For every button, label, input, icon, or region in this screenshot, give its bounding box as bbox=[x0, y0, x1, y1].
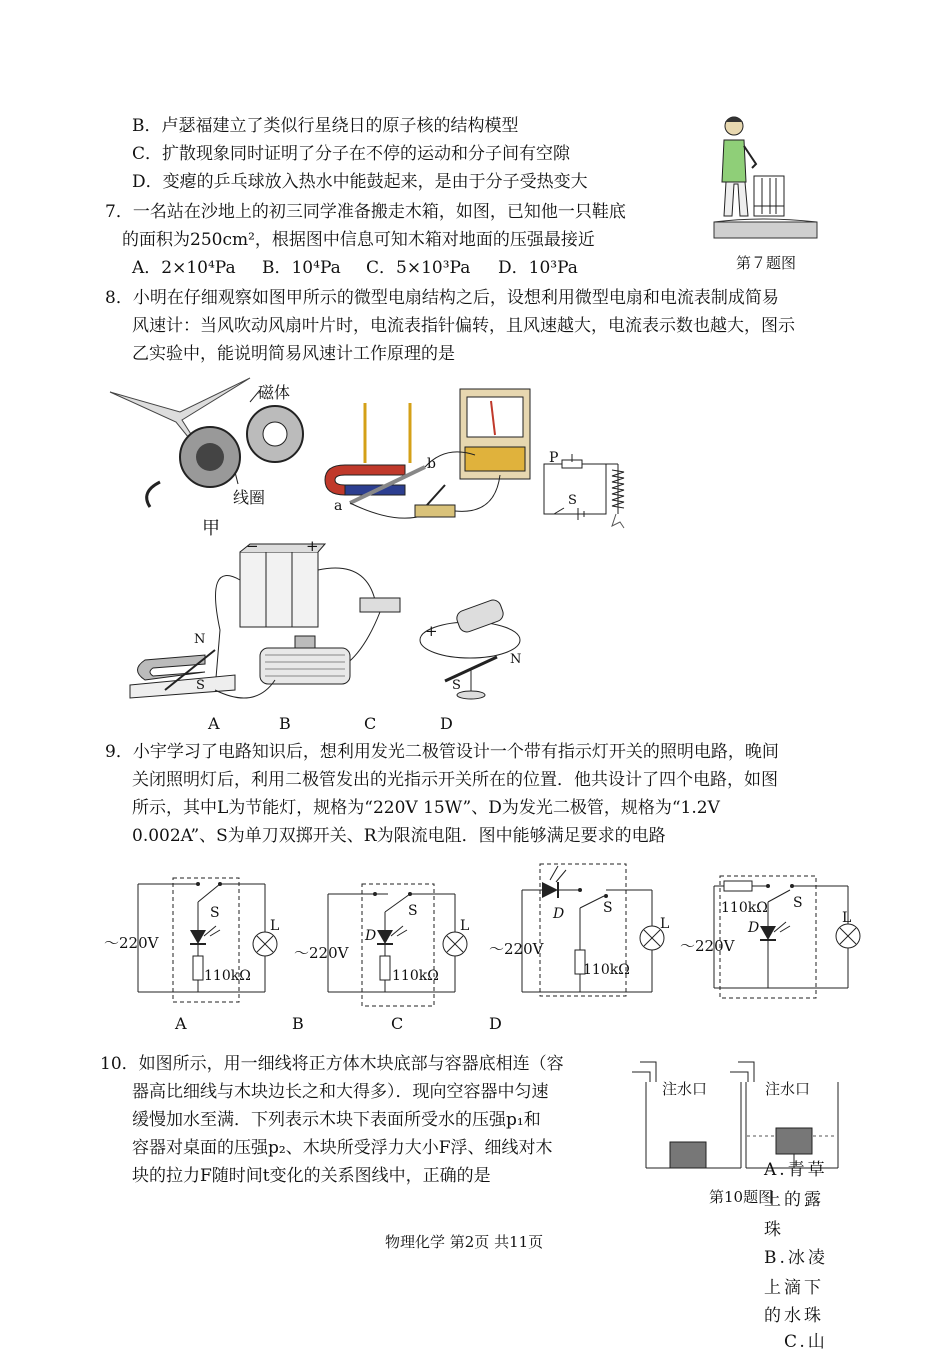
q7-line1: 7．一名站在沙地上的初三同学准备搬走木箱，如图，已知他一只鞋底 bbox=[105, 202, 626, 222]
label-plus: + bbox=[306, 537, 319, 555]
q7-option-d: D．10³Pa bbox=[498, 258, 578, 278]
page-footer: 物理化学 第2页 共11页 bbox=[385, 1233, 544, 1251]
circuit-d-switch-label: S bbox=[793, 895, 803, 911]
q9-option-d: D bbox=[489, 1014, 502, 1033]
q9-line3: 所示，其中L为节能灯，规格为“220V 15W”、D为发光二极管，规格为“1.2V bbox=[132, 798, 720, 818]
label-jia: 甲 bbox=[202, 518, 220, 539]
label-S: S bbox=[568, 493, 577, 508]
q9-option-a: A bbox=[175, 1014, 187, 1033]
circuit-d-resistor: 110kΩ bbox=[721, 900, 768, 916]
label-S2: S bbox=[196, 678, 205, 693]
label-b: b bbox=[427, 456, 436, 472]
circuit-b bbox=[290, 872, 480, 1007]
circuit-c bbox=[486, 860, 676, 1000]
label-a: a bbox=[334, 498, 343, 514]
circuit-b-diode-label: D bbox=[365, 928, 377, 944]
circuit-c-resistor: 110kΩ bbox=[583, 962, 630, 978]
label-minus: − bbox=[246, 537, 259, 555]
q6-option-b: B．卢瑟福建立了类似行星绕日的原子核的结构模型 bbox=[132, 116, 519, 136]
q9-line4: 0.002A”、S为单刀双掷开关、R为限流电阻．图中能够满足要求的电路 bbox=[132, 826, 666, 846]
circuit-c-voltage: ～220V bbox=[489, 940, 544, 958]
label-magnet: 磁体 bbox=[258, 383, 291, 402]
circuit-a-switch-label: S bbox=[210, 905, 220, 921]
label-plus2: + bbox=[425, 622, 438, 640]
q10-figure-caption: 第10题图 bbox=[709, 1188, 774, 1206]
compass-coil-figure bbox=[415, 595, 525, 700]
circuit-a-resistor: 110kΩ bbox=[204, 968, 251, 984]
q8-line3: 乙实验中，能说明简易风速计工作原理的是 bbox=[132, 344, 455, 364]
label-coil: 线圈 bbox=[233, 488, 266, 507]
label-N: N bbox=[194, 632, 206, 647]
q10-line4: 容器对桌面的压强p₂、木块所受浮力大小F浮、细线对木 bbox=[132, 1138, 553, 1158]
q8-line1: 8．小明在仔细观察如图甲所示的微型电扇结构之后，设想利用微型电扇和电流表制成简易 bbox=[105, 288, 779, 308]
q7-option-b: B．10⁴Pa bbox=[262, 258, 341, 278]
label-N2: N bbox=[510, 652, 522, 667]
circuit-c-switch-label: S bbox=[603, 900, 613, 916]
q10-line2: 器高比细线与木块边长之和大得多）．现向空容器中匀速 bbox=[132, 1082, 549, 1102]
q10-line3: 缓慢加水至满．下列表示木块下表面所受水的压强p₁和 bbox=[132, 1110, 541, 1130]
overflow-b2: 上滴下 bbox=[764, 1278, 824, 1298]
q7-line2: 的面积为250cm²，根据图中信息可知木箱对地面的压强最接近 bbox=[122, 230, 595, 250]
circuit-b-resistor: 110kΩ bbox=[392, 968, 439, 984]
q8-option-b: B bbox=[279, 714, 291, 733]
q10-inlet-left: 注水口 bbox=[662, 1080, 708, 1098]
label-P: P bbox=[549, 450, 559, 466]
q9-line1: 9．小宇学习了电路知识后，想利用发光二极管设计一个带有指示灯开关的照明电路，晚间 bbox=[105, 742, 779, 762]
circuit-c-diode-label: D bbox=[553, 906, 565, 922]
q9-option-c: C bbox=[391, 1014, 404, 1033]
galvanometer-figure bbox=[315, 385, 535, 525]
overflow-b3: 的水珠 bbox=[764, 1306, 824, 1326]
circuit-b-switch-label: S bbox=[408, 903, 418, 919]
battery-rheostat-figure bbox=[125, 540, 415, 710]
q8-option-c: C bbox=[364, 714, 377, 733]
q8-option-d: D bbox=[440, 714, 453, 733]
q8-line2: 风速计：当风吹动风扇叶片时，电流表指针偏转，且风速越大，电流表示数也越大，图示 bbox=[132, 316, 795, 336]
circuit-a-voltage: ～220V bbox=[104, 934, 159, 952]
overflow-a1: A.青草 bbox=[764, 1160, 828, 1180]
q7-option-c: C．5×10³Pa bbox=[366, 258, 471, 278]
circuit-d-lamp-label: L bbox=[842, 910, 852, 926]
q9-option-b: B bbox=[292, 1014, 304, 1033]
circuit-c-lamp-label: L bbox=[660, 916, 670, 932]
overflow-b1: B.冰凌 bbox=[764, 1248, 828, 1268]
q10-line5: 块的拉力F随时间t变化的关系图线中，正确的是 bbox=[132, 1166, 491, 1186]
q6-option-d: D．变瘪的乒乓球放入热水中能鼓起来，是由于分子受热变大 bbox=[132, 172, 588, 192]
q7-figure bbox=[712, 112, 824, 242]
circuit-d-diode-label: D bbox=[748, 920, 760, 936]
q6-option-c: C．扩散现象同时证明了分子在不停的运动和分子间有空隙 bbox=[132, 144, 571, 164]
overflow-c1: C.山 bbox=[784, 1332, 828, 1352]
q9-line2: 关闭照明灯后，利用二极管发出的光指示开关所在的位置．他共设计了四个电路，如图 bbox=[132, 770, 778, 790]
circuit-a-lamp-label: L bbox=[270, 918, 280, 934]
overflow-a3: 珠 bbox=[764, 1220, 781, 1240]
label-S3: S bbox=[452, 678, 461, 693]
q8-option-a: A bbox=[208, 714, 220, 733]
overflow-a2: 上的露 bbox=[764, 1190, 824, 1210]
q7-figure-caption: 第７题图 bbox=[736, 254, 797, 272]
q7-option-a: A．2×10⁴Pa bbox=[132, 258, 236, 278]
q10-inlet-right: 注水口 bbox=[765, 1080, 811, 1098]
q10-line1: 10．如图所示，用一细线将正方体木块底部与容器底相连（容 bbox=[100, 1054, 564, 1074]
circuit-b-lamp-label: L bbox=[460, 918, 470, 934]
circuit-d-voltage: ～220V bbox=[680, 937, 735, 955]
circuit-b-voltage: ～220V bbox=[294, 944, 349, 962]
